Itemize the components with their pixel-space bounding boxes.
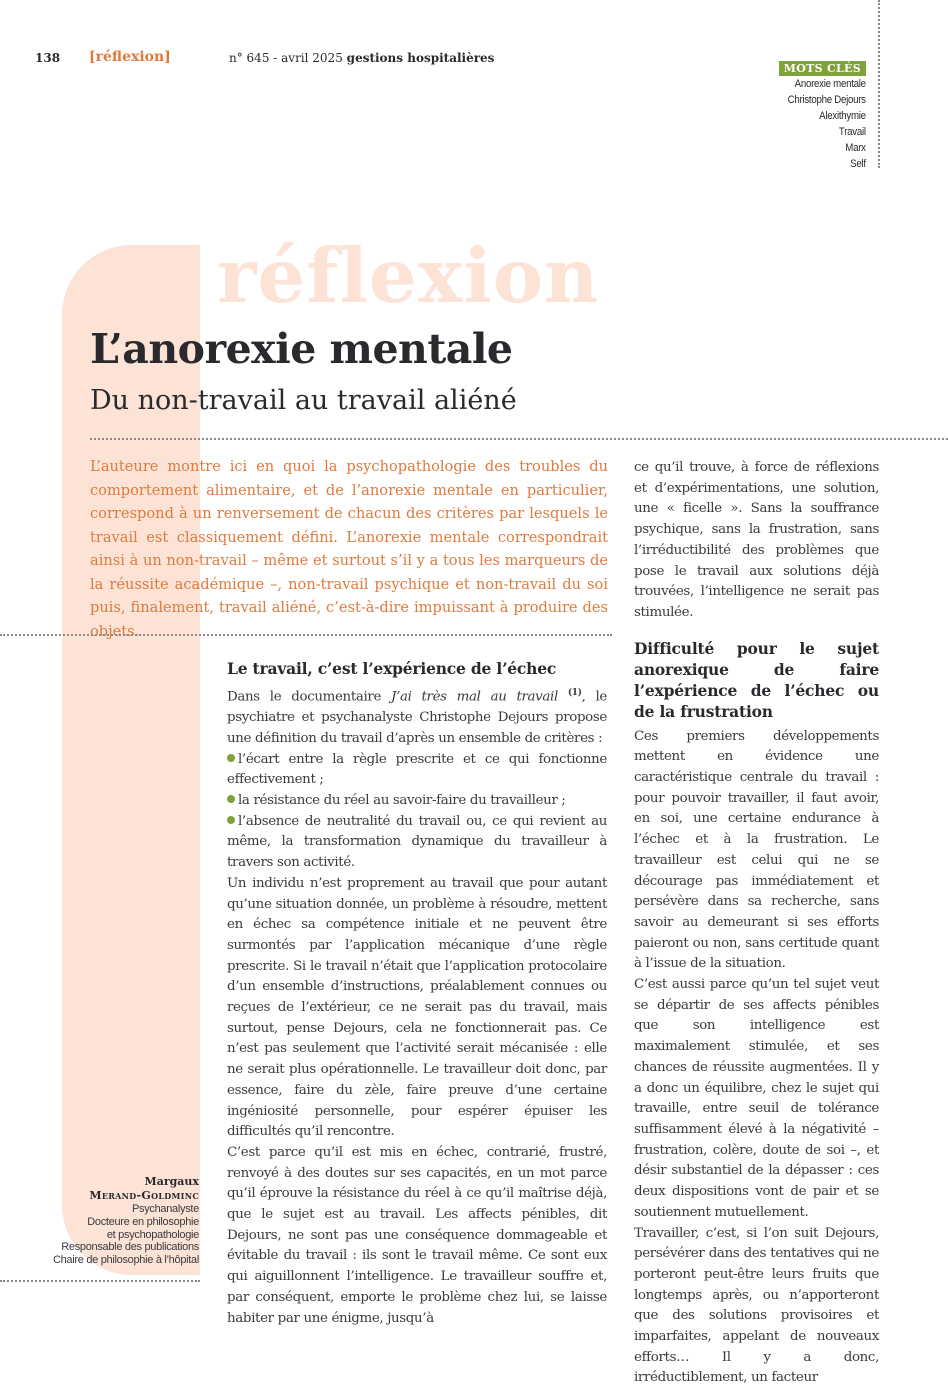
author-last-name: Merand-Goldminc	[0, 1189, 199, 1203]
keyword-item: Marx	[788, 140, 866, 156]
keywords-title: MOTS CLÉS	[779, 61, 866, 76]
article-lead: L’auteure montre ici en quoi la psychopathologie des troubles du comportement alimentaire, et de l’anorexie mentale en particulier, correspond à un renversement de chacun des critères par lesquels le travail est classiquement défini. L’anorexie mentale correspondrait ainsi à un non-travail – même et surtout s’il y a tous les marqueurs de la réussite académique –, non-travail psychique et non-travail du soi puis, finalement, travail aliéné, c’est-à-dire impuissant à produire des objets.	[90, 455, 608, 643]
paragraph	[227, 683, 607, 750]
keyword-item: Alexithymie	[788, 108, 866, 124]
rubric-label: [réflexion]	[89, 49, 171, 65]
bullet-item	[227, 791, 607, 812]
author-role: Responsable des publications	[0, 1241, 199, 1254]
author-role: Psychanalyste	[0, 1203, 199, 1216]
bullet-icon	[227, 816, 235, 824]
issue-number: n° 645 - avril 2025	[229, 51, 343, 65]
column-middle	[227, 658, 607, 1329]
magazine-name: gestions hospitalières	[347, 51, 495, 65]
keyword-item: Self	[788, 156, 866, 172]
keyword-item: Travail	[788, 124, 866, 140]
bullet-item	[227, 812, 607, 874]
bullet-icon	[227, 795, 235, 803]
paragraph: C’est aussi parce qu’un tel sujet veut se départir de ses affects pénibles que son intelligence est maximalement stimulée, et ses chances de réussite augmentées. Il y a donc un équilibre, chez le sujet qui travaille, entre seuil de tolérance suffisamment élevé à la négativité – frustration, colère, doute de soi –, et désir substantiel de la dépasser : ces deux dispositions vont de pair et se soutiennent mutuellement.	[634, 975, 879, 1223]
page-number: 138	[35, 51, 60, 65]
paragraph: ce qu’il trouve, à force de réflexions et d’expérimentations, une solution, une « ficelle ». Sans la souffrance psychique, sans la frustration, sans l’irréductibilité des problèmes que pose le travail aux solutions déjà trouvées, l’intelligence ne serait pas stimulée.	[634, 458, 879, 624]
bullet-item	[227, 750, 607, 791]
film-title: J’ai très mal au travail	[391, 689, 558, 704]
section-heading: Le travail, c’est l’expérience de l’échec	[227, 658, 607, 679]
divider	[90, 438, 948, 440]
paragraph: Travailler, c’est, si l’on suit Dejours, persévérer dans des tentatives qui ne porteront peut-être leurs fruits que longtemps après, ou n’apporteront que des solutions provisoires et imparfaites, appelant de nouveaux efforts… Il y a donc, irréductiblement, un facteur	[634, 1224, 879, 1389]
author-role: Docteure en philosophie	[0, 1216, 199, 1229]
author-role: Chaire de philosophie à l’hôpital	[0, 1254, 199, 1267]
footnote-ref[interactable]: (1)	[568, 688, 582, 698]
keyword-item: Christophe Dejours	[788, 92, 866, 108]
vertical-divider	[878, 0, 880, 168]
text: , le psychiatre et psychanalyste Christophe Dejours propose une définition du travail d’après un ensemble de critères :	[227, 689, 607, 745]
bullet-text: l’écart entre la règle prescrite et ce qui fonctionne effectivement ;	[227, 752, 607, 788]
bullet-text: la résistance du réel au savoir-faire du travailleur ;	[238, 793, 566, 808]
divider	[0, 1280, 200, 1282]
column-right	[634, 458, 879, 1389]
divider	[0, 634, 612, 636]
bullet-text: l’absence de neutralité du travail ou, ce qui revient au même, la transformation dynamique du travailleur à travers son activité.	[227, 814, 607, 870]
keyword-item: Anorexie mentale	[788, 76, 866, 92]
paragraph: C’est parce qu’il est mis en échec, contrarié, frustré, renvoyé à des doutes sur ses capacités, en un mot parce qu’il éprouve la résistance du réel à ce qu’il maîtrise déjà, que le sujet est au travail. Les affects pénibles, dit Dejours, ne sont pas une conséquence dommageable et évitable du travail : ils sont le travail même. Ce sont eux qui aiguillonnent l’intelligence. Le travailleur souffre et, par conséquent, emporte le problème chez lui, se laisse habiter par une énigme, jusqu’à	[227, 1143, 607, 1329]
paragraph: Ces premiers développements mettent en évidence une caractéristique centrale du travail : pour pouvoir travailler, il faut avoir, en soi, une certaine endurance à l’échec et à la frustration. Le travailleur est celui qui ne se décourage pas immédiatement et persévère dans sa recherche, sans savoir au demeurant si ses efforts paieront ou non, sans certitude quant à l’issue de la situation.	[634, 727, 879, 975]
article-subtitle: Du non-travail au travail aliéné	[90, 385, 517, 416]
section-heading: Difficulté pour le sujet anorexique de faire l’expérience de l’échec ou de la frustration	[634, 638, 879, 722]
article-title: L’anorexie mentale	[90, 325, 513, 373]
bullet-icon	[227, 754, 235, 762]
author-role: et psychopathologie	[0, 1229, 199, 1242]
rubric-watermark: réflexion	[217, 232, 599, 320]
text: Dans le documentaire	[227, 689, 391, 704]
author-block	[0, 1175, 199, 1267]
keywords-box	[777, 57, 866, 172]
issue-info	[229, 51, 494, 65]
author-first-name: Margaux	[0, 1175, 199, 1189]
paragraph: Un individu n’est proprement au travail que pour autant qu’une situation donnée, un problème à résoudre, mettent en échec sa compétence initiale et ne peuvent être surmontés par l’application mécanique d’une règle prescrite. Si le travail n’était que l’application protocolaire d’un ensemble d’instructions, préalablement connues ou reçues de l’extérieur, ce ne serait pas du travail, mais surtout, pense Dejours, cela ne fonctionnerait pas. Ce n’est pas seulement que l’activité serait mécanisée : elle ne serait plus opérationnelle. Le travailleur doit donc, par essence, faire du zèle, faire preuve d’une certaine ingéniosité personnelle, pour espérer épuiser les difficultés qu’il rencontre.	[227, 874, 607, 1143]
